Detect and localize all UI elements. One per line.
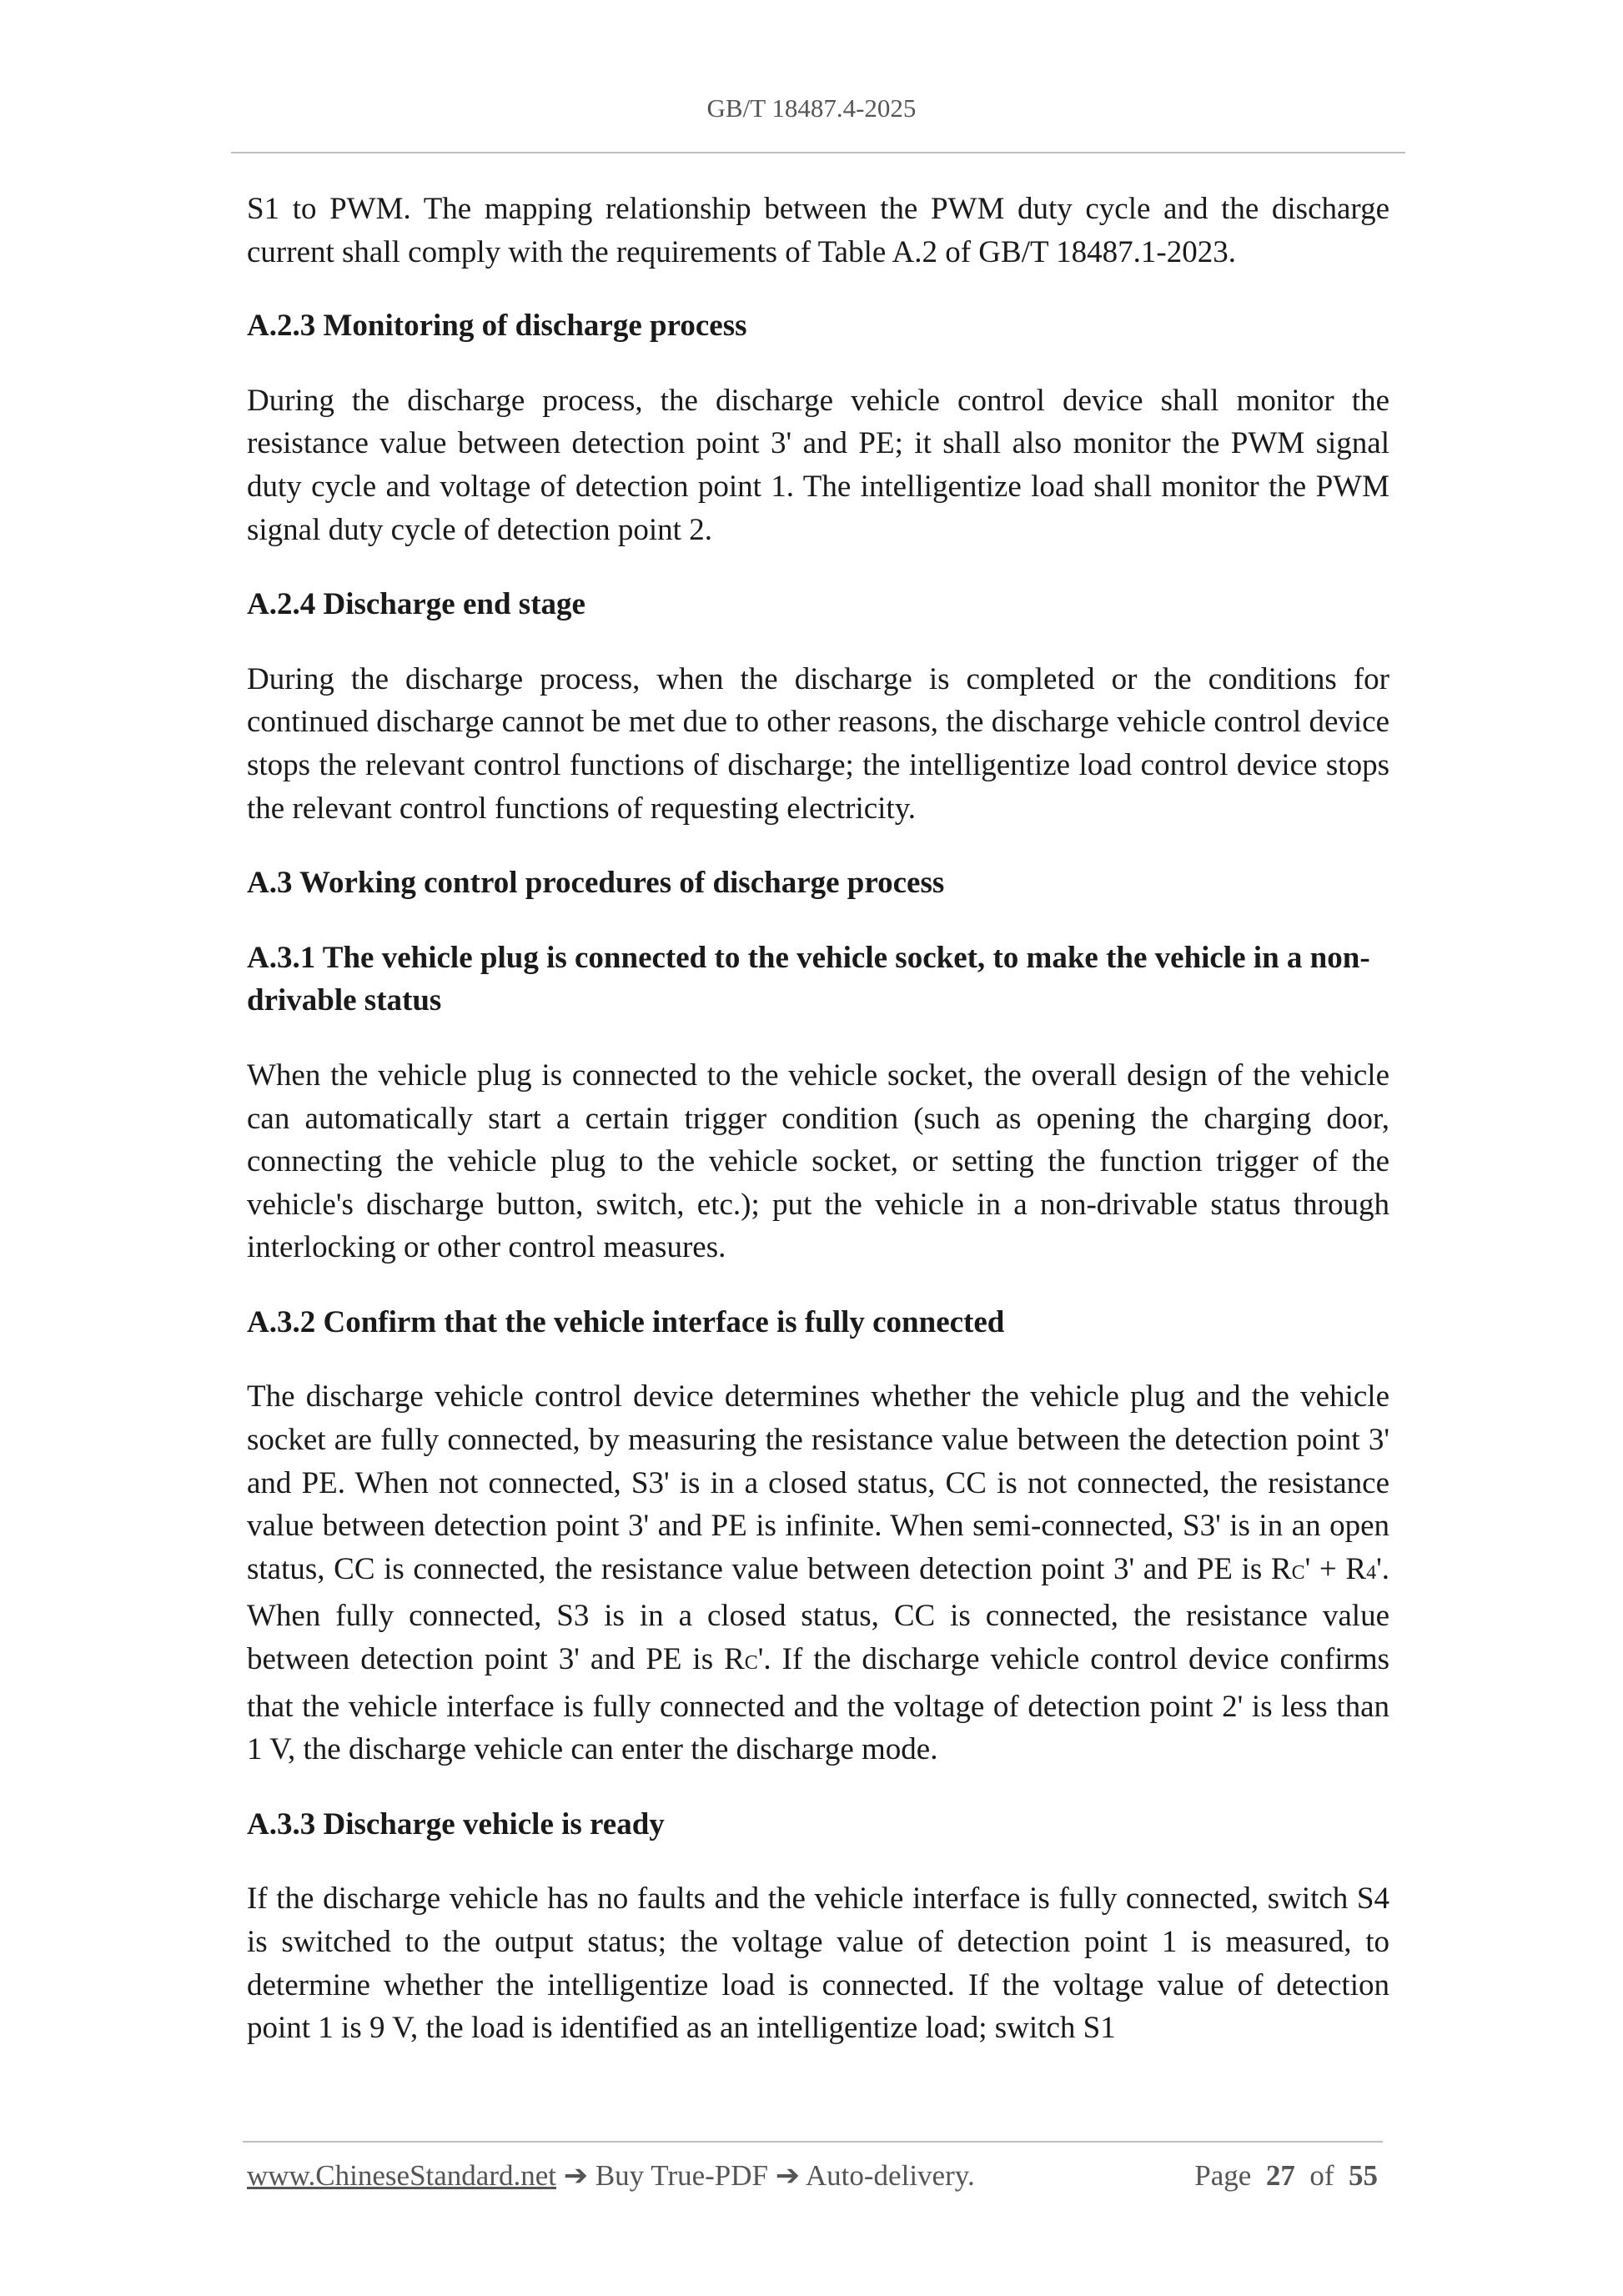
- symbol-r4-r: R: [1345, 1551, 1367, 1586]
- heading-a-3-3: A.3.3 Discharge vehicle is ready: [247, 1806, 665, 1841]
- auto-delivery-text: Auto-delivery.: [805, 2159, 975, 2192]
- symbol-rc-prime-plus: ' +: [1304, 1551, 1346, 1586]
- paragraph-a-2-4: During the discharge process, when the discharge is completed or the conditions for continued discharge cannot be met due to other reasons, the discharge vehicle control device stops the relevant control functions of discharge; the intelligentize load control device stops the relevant control functions of requesting electricity.: [247, 661, 1389, 826]
- running-header: GB/T 18487.4-2025: [706, 93, 917, 123]
- symbol-r4-subscript: 4: [1366, 1561, 1377, 1584]
- heading-a-3-2: A.3.2 Confirm that the vehicle interface is fully connected: [247, 1304, 1005, 1339]
- paragraph-a-3-2-text-2: '. When fully connected, S3 is in a closed status, CC is connected, the resistance value between detection point 3' and PE is: [247, 1551, 1389, 1677]
- arrow-right-icon: ➔: [768, 2159, 806, 2192]
- header-divider: [231, 152, 1405, 153]
- footer-divider: [243, 2141, 1383, 2143]
- heading-a-3-1: A.3.1 The vehicle plug is connected to the vehicle socket, to make the vehicle in a non-drivable status: [247, 940, 1370, 1018]
- heading-a-2-4: A.2.4 Discharge end stage: [247, 587, 585, 622]
- total-page-count: 55: [1349, 2159, 1378, 2192]
- page-indicator: [1194, 2159, 1378, 2193]
- symbol-rc2-r: R: [724, 1642, 745, 1677]
- paragraph-a-3-3: If the discharge vehicle has no faults and the vehicle interface is fully connected, switch S4 is switched to the output status; the voltage value of detection point 1 is measured, to determine whether the intelligentize load is connected. If the voltage value of detection point 1 is 9 V, the load is identified as an intelligentize load; switch S1: [247, 1882, 1389, 2046]
- paragraph-a-3-2: [247, 1375, 1389, 1771]
- heading-a-3: A.3 Working control procedures of discharge process: [247, 866, 945, 901]
- symbol-rc-r: R: [1270, 1551, 1292, 1586]
- symbol-rc2-subscript: C: [744, 1652, 758, 1675]
- buy-true-pdf-text: Buy True-PDF: [595, 2159, 768, 2192]
- paragraph-a-3-1: When the vehicle plug is connected to the vehicle socket, the overall design of the vehicle can automatically start a certain trigger condition (such as opening the charging door, connecting the vehicle plug to the vehicle socket, or setting the function trigger of the vehicle's discharge button, switch, etc.); put the vehicle in a non-drivable status through interlocking or other control measures.: [247, 1058, 1389, 1265]
- intro-paragraph: S1 to PWM. The mapping relationship between the PWM duty cycle and the discharge current shall comply with the requirements of Table A.2 of GB/T 18487.1-2023.: [247, 192, 1389, 269]
- paragraph-a-3-2-text-1: The discharge vehicle control device determines whether the vehicle plug and the vehicle socket are fully connected, by measuring the resistance value between the detection point 3' and PE. When not connected, S3' is in a closed status, CC is not connected, the resistance value between detection point 3' and PE is infinite. When semi-connected, S3' is in an open status, CC is connected, the resistance value between detection point 3' and PE is: [247, 1379, 1389, 1586]
- chinesestandard-link[interactable]: www.ChineseStandard.net: [247, 2159, 556, 2192]
- paragraph-a-2-3: During the discharge process, the discharge vehicle control device shall monitor the resistance value between detection point 3' and PE; it shall also monitor the PWM signal duty cycle and voltage of detection point 1. The intelligentize load shall monitor the PWM signal duty cycle of detection point 2.: [247, 383, 1389, 547]
- current-page-number: 27: [1265, 2159, 1295, 2192]
- symbol-rc-subscript: C: [1291, 1561, 1305, 1584]
- page-label: Page: [1194, 2159, 1252, 2192]
- arrow-right-icon: ➔: [556, 2159, 595, 2192]
- paragraph-a-3-2-text-3: '. If the discharge vehicle control device confirms that the vehicle interface is fully connected and the voltage of detection point 2' is less than 1 V, the discharge vehicle can enter the discharge mode.: [247, 1642, 1389, 1767]
- page-body: [247, 188, 1389, 2082]
- heading-a-2-3: A.2.3 Monitoring of discharge process: [247, 309, 747, 344]
- footer-links: [247, 2159, 975, 2193]
- of-label: of: [1309, 2159, 1334, 2192]
